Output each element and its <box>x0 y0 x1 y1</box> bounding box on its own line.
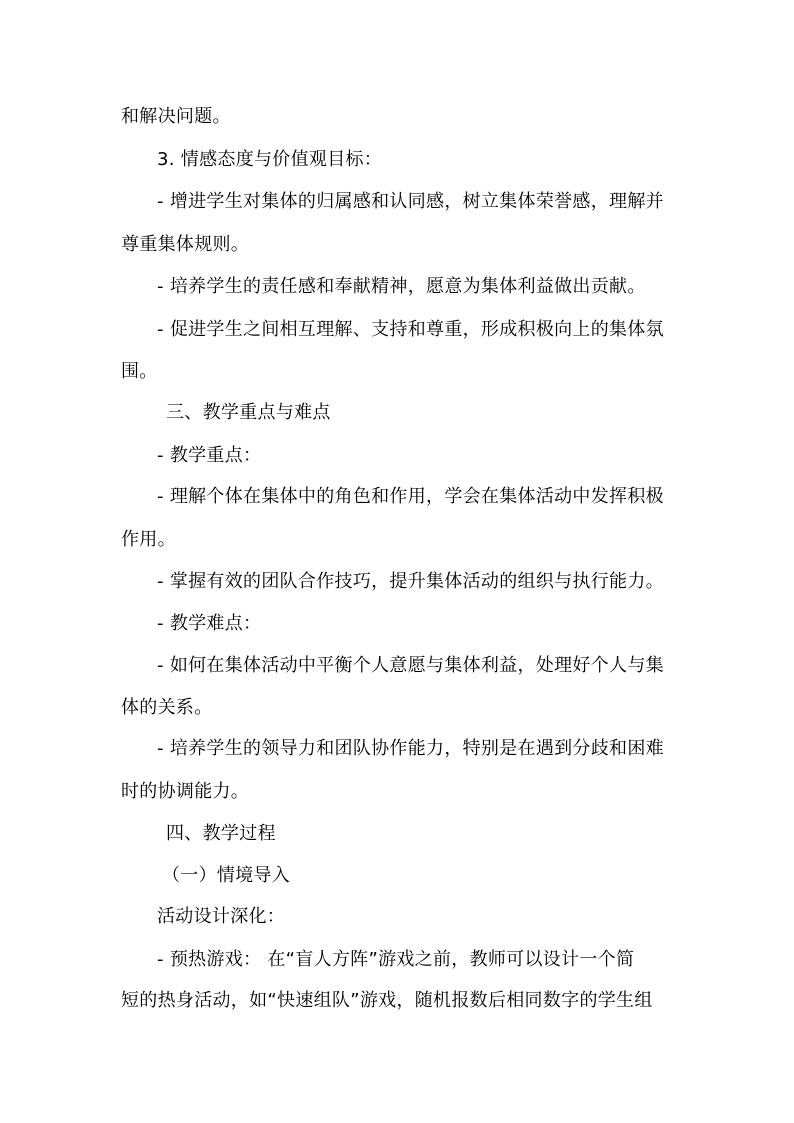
list-item: - 预热游戏： 在“盲人方阵”游戏之前，教师可以设计一个简 <box>157 949 635 970</box>
text-line: 作用。 <box>121 529 176 550</box>
list-item: - 教学难点： <box>157 613 262 634</box>
list-item: - 增进学生对集体的归属感和认同感，树立集体荣誉感，理解并 <box>157 191 664 212</box>
subsection-heading: （一）情境导入 <box>162 865 291 886</box>
list-item: - 理解个体在集体中的角色和作用，学会在集体活动中发挥积极 <box>157 486 664 507</box>
list-item: - 培养学生的领导力和团队协作能力，特别是在遇到分歧和困难 <box>157 738 664 759</box>
text-line: 时的协调能力。 <box>121 781 250 802</box>
section-heading: 三、教学重点与难点 <box>166 402 331 423</box>
section-heading: 四、教学过程 <box>166 823 276 844</box>
text-line: 体的关系。 <box>121 697 213 718</box>
text-line: 尊重集体规则。 <box>121 234 250 255</box>
text-line: 活动设计深化： <box>157 906 286 927</box>
text-line: 和解决问题。 <box>121 106 231 127</box>
section-heading: 3. 情感态度与价值观目标： <box>157 149 383 170</box>
text-line: 短的热身活动，如“快速组队”游戏，随机报数后相同数字的学生组 <box>121 990 653 1011</box>
list-item: - 如何在集体活动中平衡个人意愿与集体利益，处理好个人与集 <box>157 655 664 676</box>
list-item: - 促进学生之间相互理解、支持和尊重，形成积极向上的集体氛 <box>157 319 664 340</box>
text-line: 围。 <box>121 361 158 382</box>
list-item: - 教学重点： <box>157 445 262 466</box>
list-item: - 培养学生的责任感和奉献精神，愿意为集体利益做出贡献。 <box>157 276 646 297</box>
list-item: - 掌握有效的团队合作技巧，提升集体活动的组织与执行能力。 <box>157 571 664 592</box>
